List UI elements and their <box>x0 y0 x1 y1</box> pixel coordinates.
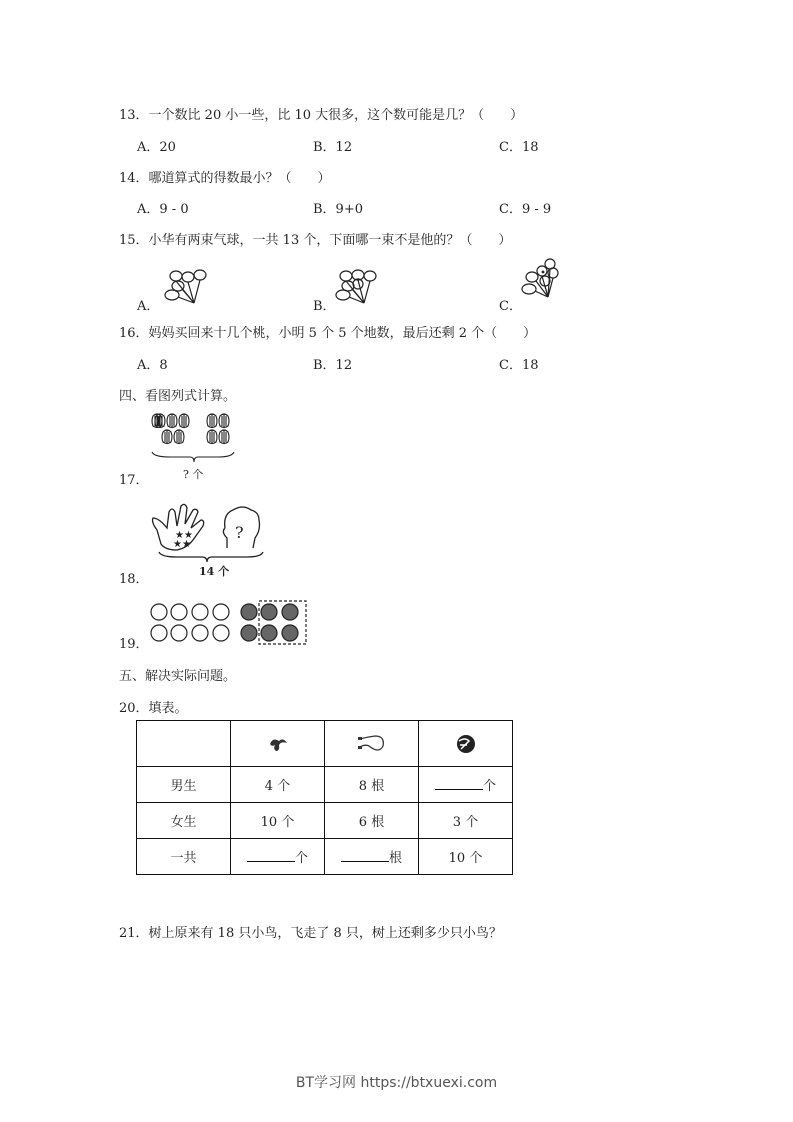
svg-text:★★: ★★ <box>175 530 193 541</box>
hands-figure <box>147 500 272 562</box>
svg-text:★★: ★★ <box>173 539 191 550</box>
table-header-jump-rope <box>325 721 419 767</box>
question-13: 13．一个数比 20 小一些，比 10 大很多，这个数可能是几？（ ） <box>119 108 524 123</box>
question-18-number: 18． <box>119 572 149 587</box>
q16-option-b[interactable]: B．12 <box>313 358 353 373</box>
row-label-girls: 女生 <box>137 803 231 839</box>
cell-girls-ball: 3 个 <box>419 803 513 839</box>
section-4-title: 四、看图列式计算。 <box>119 389 237 404</box>
question-16: 16．妈妈买回来十几个桃，小明 5 个 5 个地数，最后还剩 2 个（ ） <box>119 326 537 341</box>
cell-total-rope[interactable]: 根 <box>325 839 419 875</box>
q13-option-c[interactable]: C．18 <box>499 140 539 155</box>
q15-option-c[interactable]: C． <box>499 299 522 314</box>
row-label-total: 一共 <box>137 839 231 875</box>
question-15: 15．小华有两束气球，一共 13 个，下面哪一束不是他的？（ ） <box>119 233 512 248</box>
question-20: 20．填表。 <box>119 701 188 716</box>
answer-blank[interactable] <box>435 777 483 790</box>
cell-girls-shuttlecock: 10 个 <box>231 803 325 839</box>
q16-option-a[interactable]: A．8 <box>137 358 168 373</box>
section-5-title: 五、解决实际问题。 <box>119 669 237 684</box>
circles-figure <box>150 600 310 646</box>
question-14: 14．哪道算式的得数最小？（ ） <box>119 171 331 186</box>
question-19-number: 19． <box>119 637 149 652</box>
ball-icon <box>455 733 477 755</box>
shuttlecock-icon <box>267 735 289 753</box>
q13-option-a[interactable]: A．20 <box>137 140 176 155</box>
balloon-bunch-icon <box>520 257 560 301</box>
balloon-bunch-icon <box>334 268 380 306</box>
q18-brace-label: 14 个 <box>199 565 230 578</box>
table-corner-cell <box>137 721 231 767</box>
cell-total-ball: 10 个 <box>419 839 513 875</box>
cell-girls-rope: 6 根 <box>325 803 419 839</box>
question-21: 21．树上原来有 18 只小鸟，飞走了 8 只，树上还剩多少只小鸟？ <box>119 926 502 941</box>
svg-text:?: ? <box>235 523 244 542</box>
q16-option-c[interactable]: C．18 <box>499 358 539 373</box>
balloon-bunch-icon <box>164 268 210 306</box>
cell-total-shuttlecock[interactable]: 个 <box>231 839 325 875</box>
fill-table <box>136 720 513 875</box>
q14-option-a[interactable]: A．9 - 0 <box>137 202 189 217</box>
answer-blank[interactable] <box>247 849 295 862</box>
question-17-number: 17． <box>119 473 149 488</box>
answer-blank[interactable] <box>341 849 389 862</box>
jump-rope-icon <box>357 734 387 754</box>
cell-boys-shuttlecock: 4 个 <box>231 767 325 803</box>
q15-option-b[interactable]: B． <box>313 299 336 314</box>
q14-option-b[interactable]: B．9+0 <box>313 202 363 217</box>
q15-option-a[interactable]: A． <box>137 299 160 314</box>
q17-brace-label: ? 个 <box>183 468 204 481</box>
pepper-group-figure <box>150 412 240 464</box>
table-header-shuttlecock <box>231 721 325 767</box>
cell-boys-ball[interactable]: 个 <box>419 767 513 803</box>
footer-watermark: BT学习网 https://btxuexi.com <box>295 1075 498 1091</box>
table-header-ball <box>419 721 513 767</box>
cell-boys-rope: 8 根 <box>325 767 419 803</box>
row-label-boys: 男生 <box>137 767 231 803</box>
q13-option-b[interactable]: B．12 <box>313 140 353 155</box>
q14-option-c[interactable]: C．9 - 9 <box>499 202 552 217</box>
